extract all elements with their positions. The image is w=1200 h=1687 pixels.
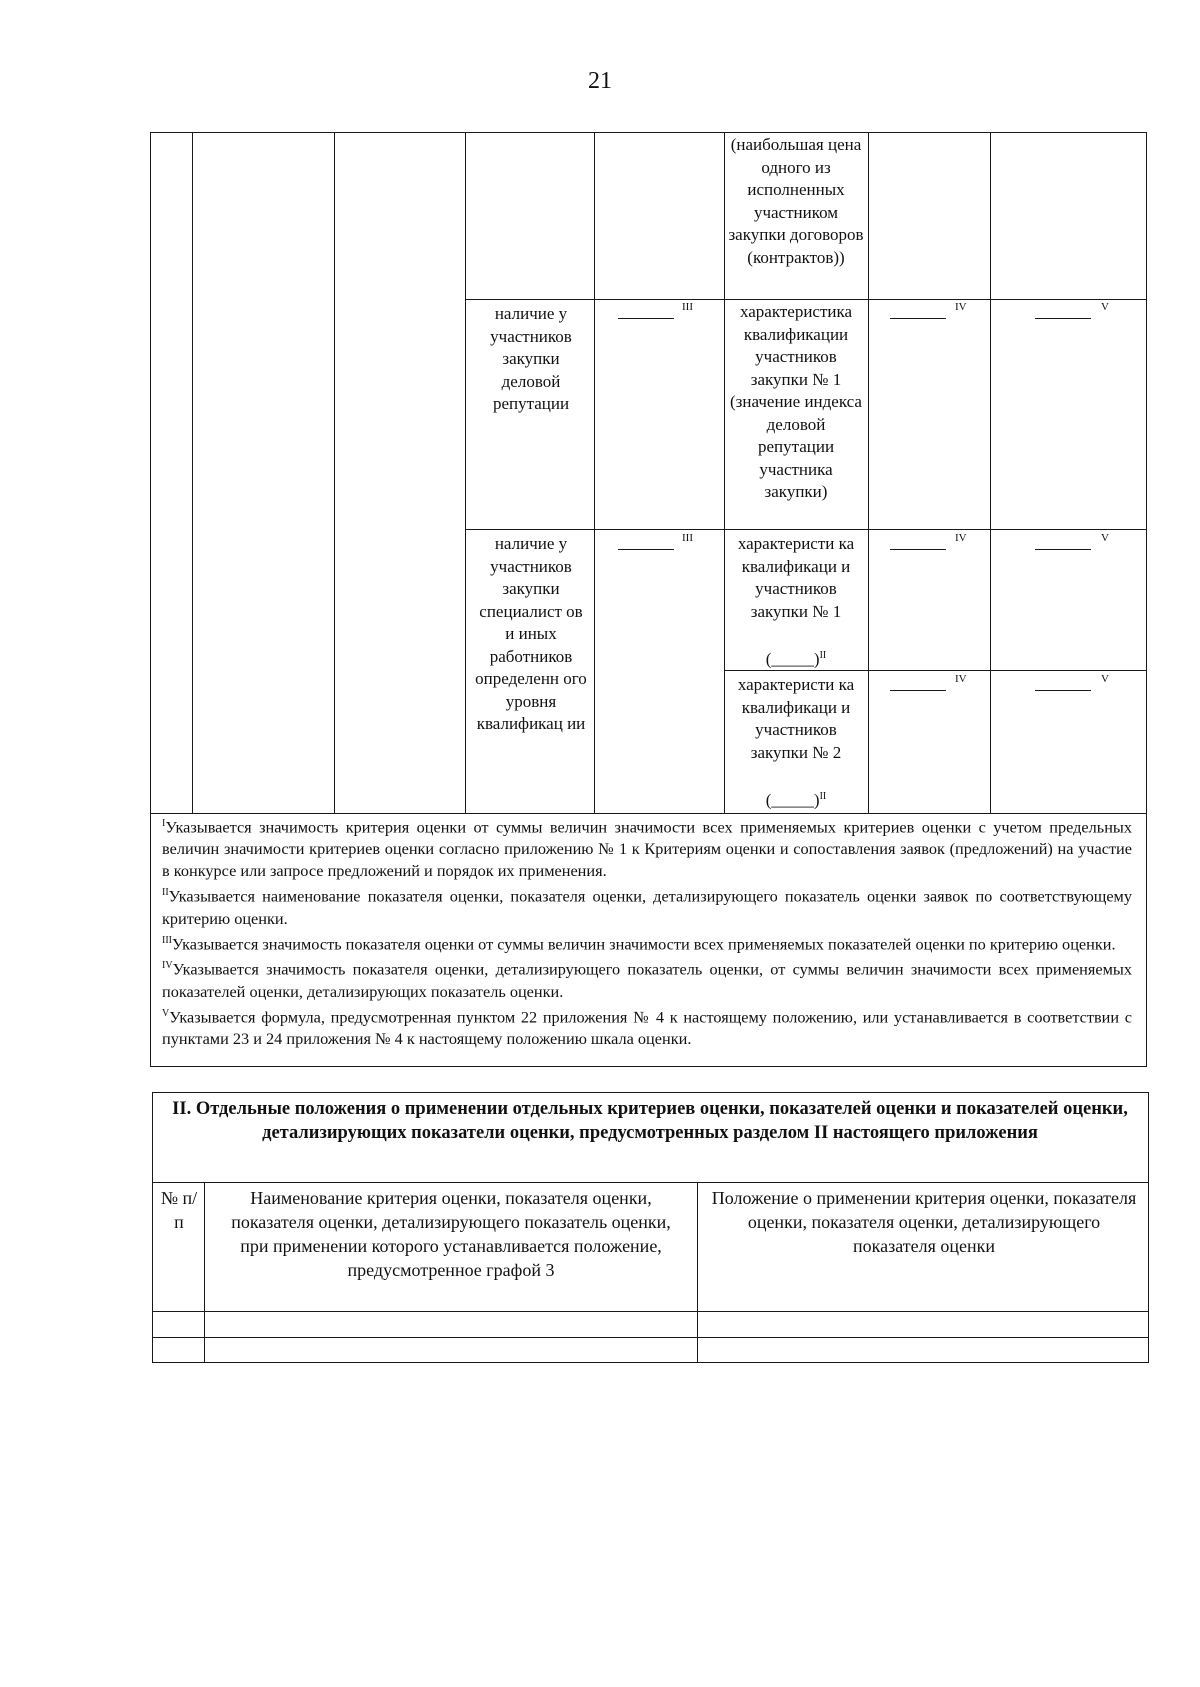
row1-qualification-text: (наибольшая цена одного из исполненных участником закупки договоров (контрактов)) (728, 135, 864, 267)
footnote-2: $^{II}$Указывается наименование показателя оценки, показателя оценки, детализирующего показатель оценки заявок по соответствующему критерию оценки. (162, 886, 1132, 928)
footnotes (162, 813, 1132, 1050)
row2-indicator-text: наличие у участников закупки деловой репутации (490, 304, 572, 413)
row3-weight-mark: III (682, 532, 693, 544)
header-number: № п/п (160, 1188, 198, 1232)
row3-qualification-2-text: характеристи ка квалификаци и участников закупки № 2 (737, 675, 855, 762)
row2-significance-blank (890, 318, 946, 319)
row3-sig-1-mark: IV (955, 532, 967, 544)
row2-significance-mark: IV (955, 301, 967, 313)
page-number: 21 (588, 68, 612, 94)
footnote-4: $^{IV}$Указывается значимость показателя оценки, детализирующего показатель оценки, от суммы величин значимости всех применяемых показателей оценки, детализирующих показатель оценки. (162, 959, 1132, 1001)
row3-formula-1-blank (1035, 549, 1091, 550)
row3-qualification-1-paren: (_____)$^{II}$ (765, 649, 827, 669)
row3-formula-1-mark: V (1101, 532, 1109, 544)
row2-formula-mark: V (1101, 301, 1109, 313)
footnote-5: $^V$Указывается формула, предусмотренная пунктом 22 приложения № 4 к настоящему положению, или устанавливается в соответствии с пунктами 23 и 24 приложения № 4 к настоящему положению шкала оценки. (162, 1007, 1132, 1049)
footnote-1: $^I$Указывается значимость критерия оценки от суммы величин значимости всех применяемых критериев оценки с учетом предельных величин значимости критериев оценки согласно приложению № 1 к Критериям оценки и сопоставления заявок (предложений) на участие в конкурсе или запросе предложений и порядок их применения. (162, 817, 1132, 881)
row2-weight-mark: III (682, 301, 693, 313)
row3-sig-2-blank (890, 690, 946, 691)
footnote-3: $^{III}$Указывается значимость показателя оценки от суммы величин значимости всех применяемых показателей оценки по критерию оценки. (162, 934, 1116, 954)
header-criterion-name: Наименование критерия оценки, показателя оценки, показателя оценки, детализирующего показатель оценки, при применении которого устанавливается положение, предусмотренное графой 3 (231, 1188, 671, 1280)
header-provision: Положение о применении критерия оценки, показателя оценки, показателя оценки, детализирующего показателя оценки (711, 1188, 1137, 1256)
row2-qualification-text: характеристика квалификации участников закупки № 1 (значение индекса деловой репутации участника закупки) (730, 302, 862, 501)
section2-title: II. Отдельные положения о применении отдельных критериев оценки, показателей оценки и показателей оценки, детализирующих показатели оценки, предусмотренных разделом II настоящего приложения (172, 1099, 1128, 1143)
row3-qualification-2-paren: (_____)$^{II}$ (765, 790, 827, 810)
row3-formula-2-blank (1035, 690, 1091, 691)
row2-weight-blank (618, 318, 674, 319)
row2-formula-blank (1035, 318, 1091, 319)
row3-formula-2-mark: V (1101, 673, 1109, 685)
row3-qualification-1-text: характеристи ка квалификаци и участников закупки № 1 (737, 534, 855, 621)
row3-indicator-text: наличие у участников закупки специалист ов и иных работников определенн ого уровня квалификац ии (475, 534, 587, 733)
row3-sig-2-mark: IV (955, 673, 967, 685)
row3-sig-1-blank (890, 549, 946, 550)
row3-weight-blank (618, 549, 674, 550)
